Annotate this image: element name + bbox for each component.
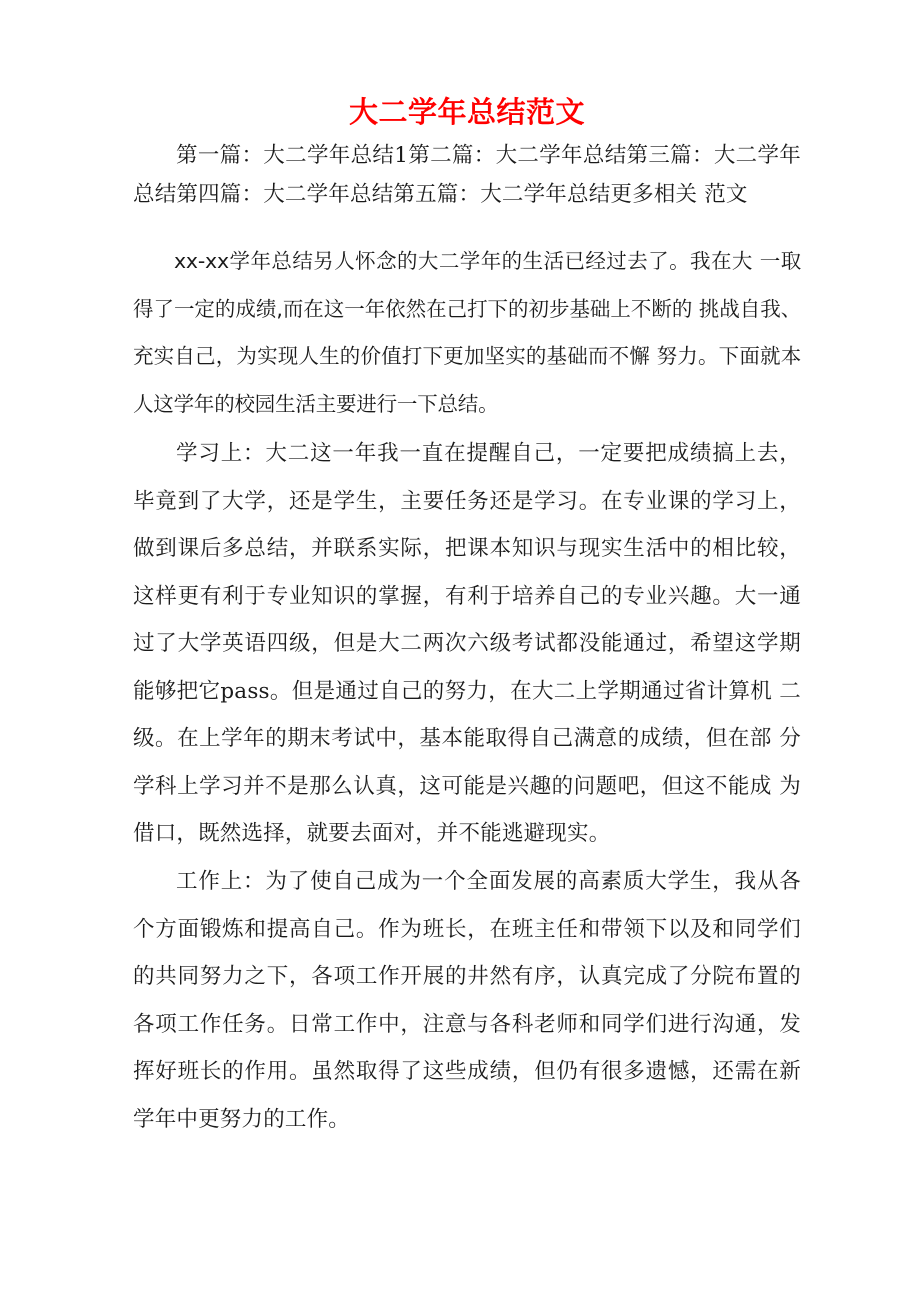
paragraph-block-intro [133, 238, 801, 428]
paragraph-block-index [133, 136, 801, 214]
paragraph-study-section: 学习上：大二这一年我一直在提醒自己，一定要把成绩搞上去，毕竟到了大学，还是学生，主要任务还是学习。在专业课的学习上，做到课后多总结，并联系实际，把课本知识与现实生活中的相比较，这样更有利于专业知识的掌握，有利于培养自己的专业兴趣。大一通过了大学英语四级，但是大二两次六级考试都没能通过，希望这学期能够把它pass。但是通过自己的努力，在大二上学期通过省计算机 二级。在上学年的期末考试中，基本能取得自己满意的成绩，但在部 分学科上学习并不是那么认真，这可能是兴趣的问题吧，但这不能成 为借口，既然选择，就要去面对，并不能逃避现实。 [133, 441, 801, 846]
page-title: 大二学年总结范文 [348, 95, 585, 129]
paragraph-index-list: 第一篇：大二学年总结1第二篇：大二学年总结第三篇：大二学年总结第四篇：大二学年总结第五篇：大二学年总结更多相关 范文 [133, 143, 801, 207]
paragraph-intro: xx-xx学年总结另人怀念的大二学年的生活已经过去了。我在大 一取得了一定的成绩,而在这一年依然在己打下的初步基础上不断的 挑战自我、充实自己，为实现人生的价值打下更加坚实的基础而不懈 努力。下面就本人这学年的校园生活主要进行一下总结。 [133, 249, 801, 416]
paragraph-block-study [133, 430, 801, 858]
paragraph-work-section: 工作上：为了使自己成为一个全面发展的高素质大学生，我从各个方面锻炼和提高自己。作为班长，在班主任和带领下以及和同学们的共同努力之下，各项工作开展的井然有序，认真完成了分院布置的各项工作任务。日常工作中，注意与各科老师和同学们进行沟通，发挥好班长的作用。虽然取得了这些成绩，但仍有很多遗憾，还需在新学年中更努力的工作。 [133, 869, 801, 1132]
paragraph-block-work [133, 858, 801, 1143]
